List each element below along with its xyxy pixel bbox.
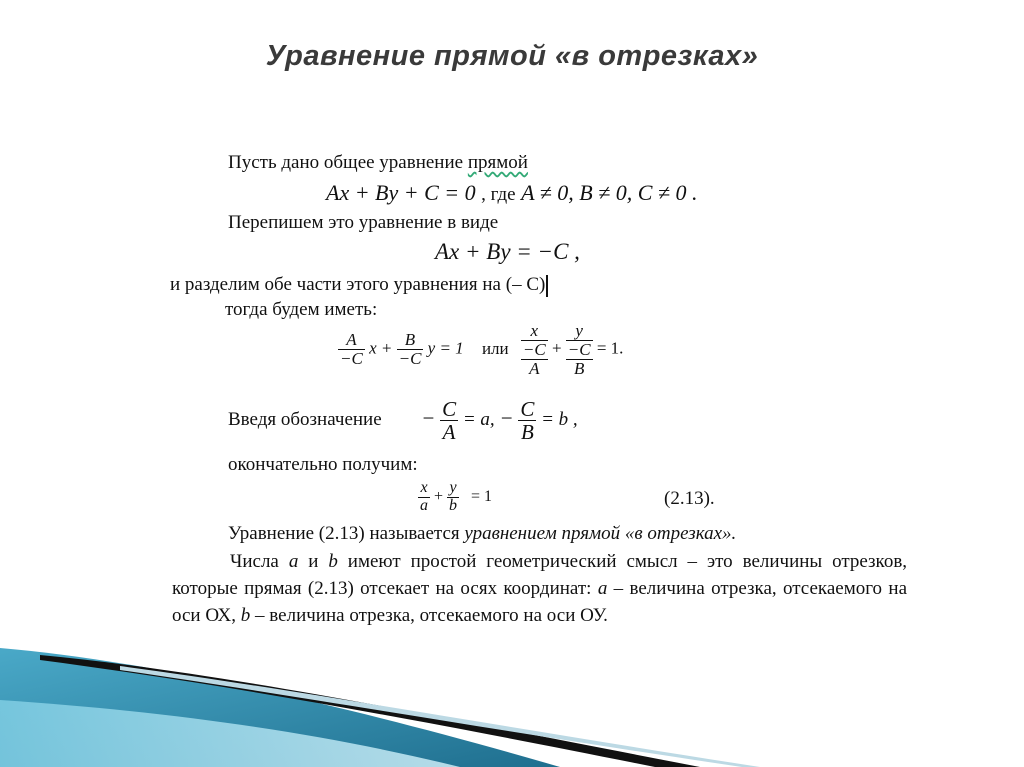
minus-1: − bbox=[421, 405, 436, 430]
fraction-y-over-c-over-b: y −C B bbox=[567, 321, 591, 378]
or-word: или bbox=[481, 338, 509, 358]
then-text: тогда будем иметь: bbox=[225, 299, 378, 320]
notation-text: Введя обозначение bbox=[228, 408, 382, 430]
para-b-2: b bbox=[240, 605, 251, 626]
equation-number: (2.13). bbox=[664, 488, 715, 509]
term-x-plus: x + bbox=[369, 338, 393, 358]
fraction-a-over-c: $\frac{A}{-C}$ bbox=[340, 330, 363, 369]
para-part-1: Числа bbox=[230, 551, 279, 572]
para-a: a bbox=[288, 551, 299, 572]
rewrite-text: Перепишем это уравнение в виде bbox=[228, 212, 499, 233]
intro-word: прямой bbox=[467, 152, 528, 173]
divide-text: и разделим обе части этого уравнения на (– С) bbox=[170, 274, 546, 295]
finally-text: окончательно получим: bbox=[228, 454, 418, 475]
minus-2: − bbox=[499, 405, 514, 430]
equals-one: = 1. bbox=[596, 338, 624, 358]
para-b: b bbox=[328, 551, 338, 572]
general-equation: Ax + By + C = 0 bbox=[326, 180, 476, 205]
equals-b: = b , bbox=[541, 408, 578, 430]
fraction-y-over-b: $\frac{y}{b}$ bbox=[449, 479, 458, 514]
equals-a: = a, bbox=[462, 408, 495, 430]
fraction-x-over-a: $\frac{x}{a}$ bbox=[420, 479, 428, 514]
fraction-b-over-c: $\frac{B}{-C}$ bbox=[398, 330, 422, 369]
equals-one-2: = 1 bbox=[471, 487, 493, 505]
rewritten-equation: Ax + By = −C , bbox=[435, 239, 580, 264]
para-part-4: – величина отрезка, отсекаемого на оси ОХ, bbox=[172, 578, 907, 626]
where-word: , где bbox=[481, 184, 516, 205]
plus-sign: + bbox=[551, 338, 562, 358]
para-part-3: имеют простой геометрический смысл – это величины отрезков, которые прямая (2.13) отсекает на осях координат: bbox=[172, 551, 908, 599]
para-part-2: и bbox=[308, 551, 319, 572]
term-y-eq-1: y = 1 bbox=[427, 338, 464, 358]
fraction-c-over-b: $\frac{C}{B}$ bbox=[520, 397, 535, 445]
para-a-2: a bbox=[597, 578, 608, 599]
conditions: A ≠ 0, B ≠ 0, C ≠ 0 . bbox=[521, 180, 698, 205]
slide-title: Уравнение прямой «в отрезках» bbox=[265, 40, 759, 72]
para-part-5: – величина отрезка, отсекаемого на оси ОУ. bbox=[255, 605, 608, 626]
intro-text: Пусть дано общее уравнение bbox=[228, 152, 464, 173]
fraction-x-over-c-over-a: x −C A bbox=[522, 321, 546, 378]
plus-sign-2: + bbox=[434, 487, 444, 505]
called-text: Уравнение (2.13) называется bbox=[228, 523, 460, 544]
fraction-c-over-a: $\frac{C}{A}$ bbox=[442, 397, 457, 445]
called-term: уравнением прямой «в отрезках». bbox=[464, 523, 737, 544]
